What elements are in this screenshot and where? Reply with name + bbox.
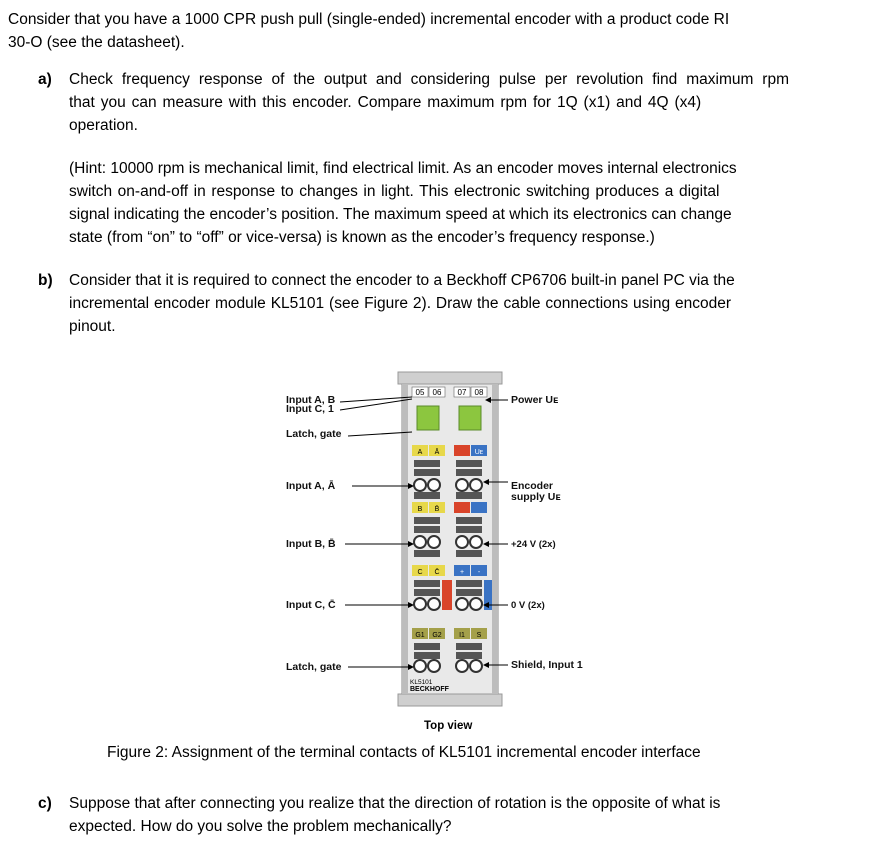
label-power: Power Uᴇ (511, 394, 559, 406)
part-c-line-1: Suppose that after connecting you realize that the direction of rotation is the opposite of what is (69, 795, 721, 812)
strip-s: S (476, 632, 482, 639)
intro-line-2: 30-O (see the datasheet). (8, 34, 185, 51)
strip-ue: Uᴇ (474, 449, 484, 456)
figure-caption: Figure 2: Assignment of the terminal contacts of KL5101 incremental encoder interface (107, 744, 701, 761)
strip-g2: G2 (432, 632, 442, 639)
strip-minus: - (477, 569, 481, 576)
pin-label-06: 06 (432, 388, 442, 397)
strip-i1: I1 (459, 632, 465, 639)
hint-line-4: state (from “on” to “off” or vice-versa) is known as the encoder’s frequency response.) (69, 229, 655, 246)
top-view-label: Top view (424, 720, 473, 732)
label-input-b: Input B, B̄ (286, 538, 336, 550)
label-shield: Shield, Input 1 (511, 659, 583, 671)
strip-b: B (417, 506, 423, 513)
part-b-label: b) (38, 272, 53, 289)
pin-label-05: 05 (415, 388, 425, 397)
part-c-label: c) (38, 795, 52, 812)
part-a-line-1: Check frequency response of the output and considering pulse per revolution find maximum rpm (69, 71, 789, 88)
label-latch-top: Latch, gate (286, 428, 342, 440)
part-b-line-2: incremental encoder module KL5101 (see Figure 2). Draw the cable connections using encoder (69, 295, 732, 312)
strip-c-bar: C̄ (434, 569, 440, 576)
label-0v: 0 V (2x) (511, 600, 545, 611)
module-brand: BECKHOFF (410, 686, 449, 693)
strip-a: A (417, 449, 423, 456)
label-24v: +24 V (2x) (511, 539, 556, 550)
strip-plus: + (459, 569, 465, 576)
module-model: KL5101 (410, 679, 433, 686)
hint-line-3: signal indicating the encoder’s position. The maximum speed at which its electronics can change (69, 206, 732, 223)
pin-label-07: 07 (457, 388, 467, 397)
part-c-question (69, 792, 720, 838)
pin-label-08: 08 (474, 388, 484, 397)
label-input-c: Input C, C̄ (286, 599, 336, 611)
strip-g1: G1 (415, 632, 425, 639)
label-input-a: Input A, Ā (286, 480, 336, 492)
strip-a-bar: Ā (434, 449, 440, 456)
label-encoder: Encoder (511, 480, 554, 492)
label-input-ab: Input A, B (286, 394, 336, 406)
part-a-line-2: that you can measure with this encoder. Compare maximum rpm for 1Q (x1) and 4Q (x4) (69, 94, 702, 111)
left-labels (286, 394, 342, 673)
part-a-line-3: operation. (69, 117, 138, 134)
part-b-line-3: pinout. (69, 318, 116, 335)
module-body (398, 372, 502, 706)
part-b-line-1: Consider that it is required to connect the encoder to a Beckhoff CP6706 built-in panel PC via the (69, 272, 735, 289)
left-leader-lines (340, 397, 412, 667)
hint-line-2: switch on-and-off in response to changes in light. This electronic switching produces a digital (69, 183, 720, 200)
part-c-line-2: expected. How do you solve the problem mechanically? (69, 818, 452, 835)
strip-b-bar: B̄ (434, 506, 440, 513)
label-input-c1: Input C, 1 (286, 403, 334, 415)
part-a-label-display: a) (38, 71, 52, 88)
intro-line-1: Consider that you have a 1000 CPR push pull (single-ended) incremental encoder with a product code RI (8, 11, 730, 28)
strip-c: C (417, 569, 423, 576)
label-latch-bottom: Latch, gate (286, 661, 342, 673)
right-labels (511, 394, 583, 671)
label-supply: supply Uᴇ (511, 491, 561, 503)
hint-line-1: (Hint: 10000 rpm is mechanical limit, find electrical limit. As an encoder moves internal electronics (69, 160, 737, 177)
